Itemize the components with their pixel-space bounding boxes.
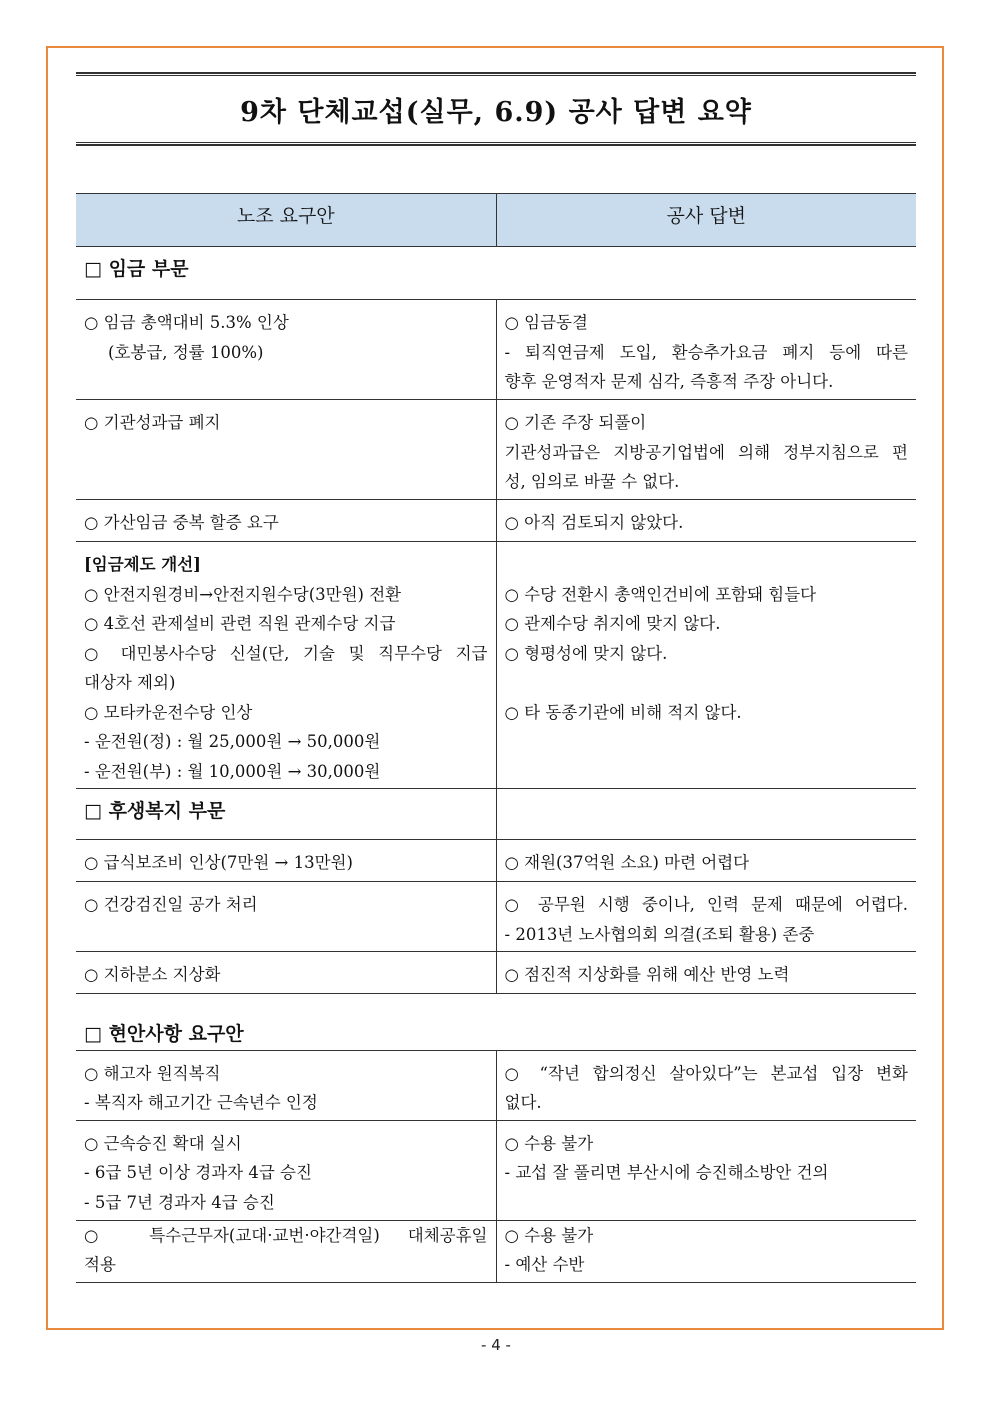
table-row xyxy=(76,500,916,542)
text-line: ○ 급식보조비 인상(7만원 → 13만원) xyxy=(84,853,353,872)
company-answer xyxy=(496,500,916,542)
text-line: ○ 기관성과급 폐지 xyxy=(84,413,221,432)
text-line: ○ 수용 불가 xyxy=(504,1225,594,1245)
text-line: ○ 모타카운전수당 인상 xyxy=(84,702,253,722)
title-rule-top xyxy=(76,72,916,76)
text-line: ○ 관제수당 취지에 맞지 않다. xyxy=(504,614,721,633)
text-line: - 복직자 해고기간 근속년수 인정 xyxy=(84,1093,318,1112)
table-row xyxy=(76,400,916,500)
text-line: ○ 타 동종기관에 비해 적지 않다. xyxy=(504,702,742,722)
text-line: - 2013년 노사협의회 의결(조퇴 활용) 존중 xyxy=(504,924,815,944)
table-row xyxy=(76,952,916,994)
text-line: 적용 xyxy=(84,1255,116,1274)
table-row xyxy=(76,1220,916,1282)
text-line: 향후 운영적자 문제 심각, 즉흥적 주장 아니다. xyxy=(504,372,834,391)
table-row xyxy=(76,1050,916,1120)
table-row xyxy=(76,840,916,882)
union-demand xyxy=(76,1220,496,1282)
union-demand xyxy=(76,882,496,952)
title-box xyxy=(76,72,916,146)
table-row xyxy=(76,1120,916,1220)
text-line: - 5급 7년 경과자 4급 승진 xyxy=(84,1192,275,1212)
table-row xyxy=(76,300,916,400)
text-line: - 운전원(정) : 월 25,000원 → 50,000원 xyxy=(84,732,381,751)
text-line: ○ 임금동결 xyxy=(504,313,588,332)
text-line: ○ 건강검진일 공가 처리 xyxy=(84,895,258,914)
section-row-wage xyxy=(76,247,916,300)
document-title: 9차 단체교섭(실무, 6.9) 공사 답변 요약 xyxy=(240,97,752,128)
section-row-issues xyxy=(76,994,916,1051)
table-row xyxy=(76,882,916,952)
text-line: ○ 공무원 시행 중이나, 인력 문제 때문에 어렵다. xyxy=(504,895,908,914)
column-header-union: 노조 요구안 xyxy=(76,194,496,247)
text-line: 성, 임의로 바꿀 수 없다. xyxy=(504,472,680,491)
text-line: (호봉급, 정률 100%) xyxy=(108,342,264,362)
union-demand xyxy=(76,300,496,400)
company-answer xyxy=(496,1120,916,1220)
company-answer xyxy=(496,1050,916,1120)
section-heading-issues: □ 현안사항 요구안 xyxy=(76,994,916,1051)
text-line: ○ 형평성에 맞지 않다. xyxy=(504,643,668,663)
text-line: - 교섭 잘 풀리면 부산시에 승진해소방안 건의 xyxy=(504,1163,829,1182)
text-line: ○ 해고자 원직복직 xyxy=(84,1063,221,1083)
text-line: 없다. xyxy=(504,1093,542,1112)
spacer xyxy=(505,550,909,580)
section-heading-wage: □ 임금 부문 xyxy=(76,247,916,300)
column-header-company: 공사 답변 xyxy=(496,194,916,247)
company-answer xyxy=(496,840,916,882)
title-rule-bottom xyxy=(76,142,916,146)
text-line: - 6급 5년 이상 경과자 4급 승진 xyxy=(84,1163,312,1182)
table-row xyxy=(76,542,916,789)
text-line: - 운전원(부) : 월 10,000원 → 30,000원 xyxy=(84,761,381,781)
text-line: ○ 4호선 관제설비 관련 직원 관제수당 지급 xyxy=(84,614,396,633)
table-header-row xyxy=(76,194,916,247)
text-line: ○ 수당 전환시 총액인건비에 포함돼 힘들다 xyxy=(504,584,817,604)
text-line: ○ 아직 검토되지 않았다. xyxy=(504,513,684,532)
union-demand xyxy=(76,500,496,542)
empty-cell xyxy=(496,789,916,840)
company-answer xyxy=(496,952,916,994)
company-answer xyxy=(496,400,916,500)
company-answer xyxy=(496,1220,916,1282)
text-line: - 예산 수반 xyxy=(504,1255,585,1274)
text-line: ○ 수용 불가 xyxy=(504,1133,594,1153)
text-line: 대상자 제외) xyxy=(84,673,176,692)
text-line: ○ 재원(37억원 소요) 마련 어렵다 xyxy=(504,853,750,872)
company-answer xyxy=(496,882,916,952)
text-line: ○ 점진적 지상화를 위해 예산 반영 노력 xyxy=(504,965,790,984)
company-answer xyxy=(496,300,916,400)
union-demand xyxy=(76,1050,496,1120)
text-line: ○ 안전지원경비→안전지원수당(3만원) 전환 xyxy=(84,584,402,604)
spacer xyxy=(505,668,909,698)
section-row-welfare xyxy=(76,789,916,840)
text-line: ○ 대민봉사수당 신설(단, 기술 및 직무수당 지급 xyxy=(84,643,488,663)
text-line: ○ 기존 주장 되풀이 xyxy=(504,413,647,432)
union-demand xyxy=(76,952,496,994)
text-line: ○ 임금 총액대비 5.3% 인상 xyxy=(84,313,289,332)
text-line: ○ “작년 합의정신 살아있다”는 본교섭 입장 변화 xyxy=(504,1063,908,1083)
text-line: 기관성과급은 지방공기업법에 의해 정부지침으로 편 xyxy=(504,442,908,462)
page-number: - 4 - xyxy=(481,1336,511,1354)
text-line: ○ 가산임금 중복 할증 요구 xyxy=(84,513,279,532)
union-demand xyxy=(76,840,496,882)
text-line: ○ 특수근무자(교대·교번·야간격일) 대체공휴일 xyxy=(84,1225,488,1245)
company-answer xyxy=(496,542,916,789)
union-demand xyxy=(76,1120,496,1220)
section-heading-welfare: □ 후생복지 부문 xyxy=(76,789,496,840)
text-line: - 퇴직연금제 도입, 환승추가요금 폐지 등에 따른 xyxy=(504,342,908,362)
subsection-heading: [임금제도 개선] xyxy=(84,555,201,574)
text-line: ○ 근속승진 확대 실시 xyxy=(84,1133,242,1153)
summary-table xyxy=(76,193,916,1283)
union-demand xyxy=(76,542,496,789)
text-line: ○ 지하분소 지상화 xyxy=(84,965,221,984)
union-demand xyxy=(76,400,496,500)
